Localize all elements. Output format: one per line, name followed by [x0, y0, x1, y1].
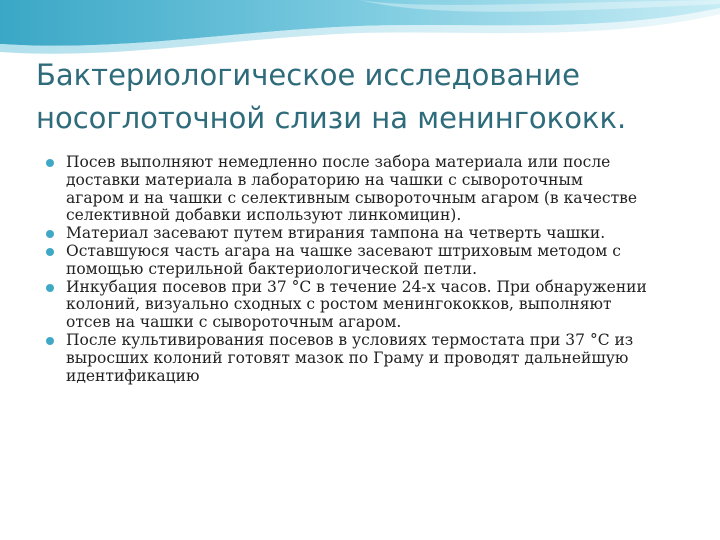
bullet-dot-icon [46, 284, 54, 292]
bullet-item [44, 332, 704, 385]
bullet-list [44, 154, 704, 385]
bullet-text-line: После культивирования посевов в условиях термостата при 37 °С из [66, 330, 634, 349]
bullet-text-line: селективной добавки используют линкомицин). [66, 206, 462, 225]
bullet-text-line: агаром и на чашки с селективным сывороточным агаром (в качестве [66, 188, 638, 207]
bullet-text-line: отсев на чашки с сывороточным агаром. [66, 313, 402, 332]
bullet-text-line: Оставшуюся часть агара на чашке засевают штриховым методом с [66, 241, 621, 260]
bullet-text-line: идентификацию [66, 366, 200, 385]
title-line: Бактериологическое исследование [36, 58, 580, 92]
bullet-text-line: доставки материала в лабораторию на чашки с сывороточным [66, 170, 583, 189]
bullet-text-line: Материал засевают путем втирания тампона на четверть чашки. [66, 224, 606, 243]
bullet-dot-icon [46, 230, 54, 238]
bullet-text-line: помощью стерильной бактериологической петли. [66, 259, 477, 278]
bullet-text-line: выросших колоний готовят мазок по Граму и проводят дальнейшую [66, 348, 629, 367]
bullet-item [44, 225, 704, 243]
bullet-text-line: колоний, визуально сходных с ростом менингококков, выполняют [66, 295, 612, 314]
title-line: носоглоточной слизи на менингококк. [36, 101, 627, 135]
bullet-dot-icon [46, 159, 54, 167]
bullet-text-line: Инкубация посевов при 37 °С в течение 24-х часов. При обнаружении [66, 277, 647, 296]
header-wave-decoration [0, 0, 720, 60]
bullet-text-line: Посев выполняют немедленно после забора материала или после [66, 153, 611, 171]
bullet-item [44, 154, 704, 225]
bullet-dot-icon [46, 248, 54, 256]
bullet-item [44, 279, 704, 332]
slide-title [36, 54, 716, 140]
bullet-item [44, 243, 704, 279]
bullet-dot-icon [46, 337, 54, 345]
